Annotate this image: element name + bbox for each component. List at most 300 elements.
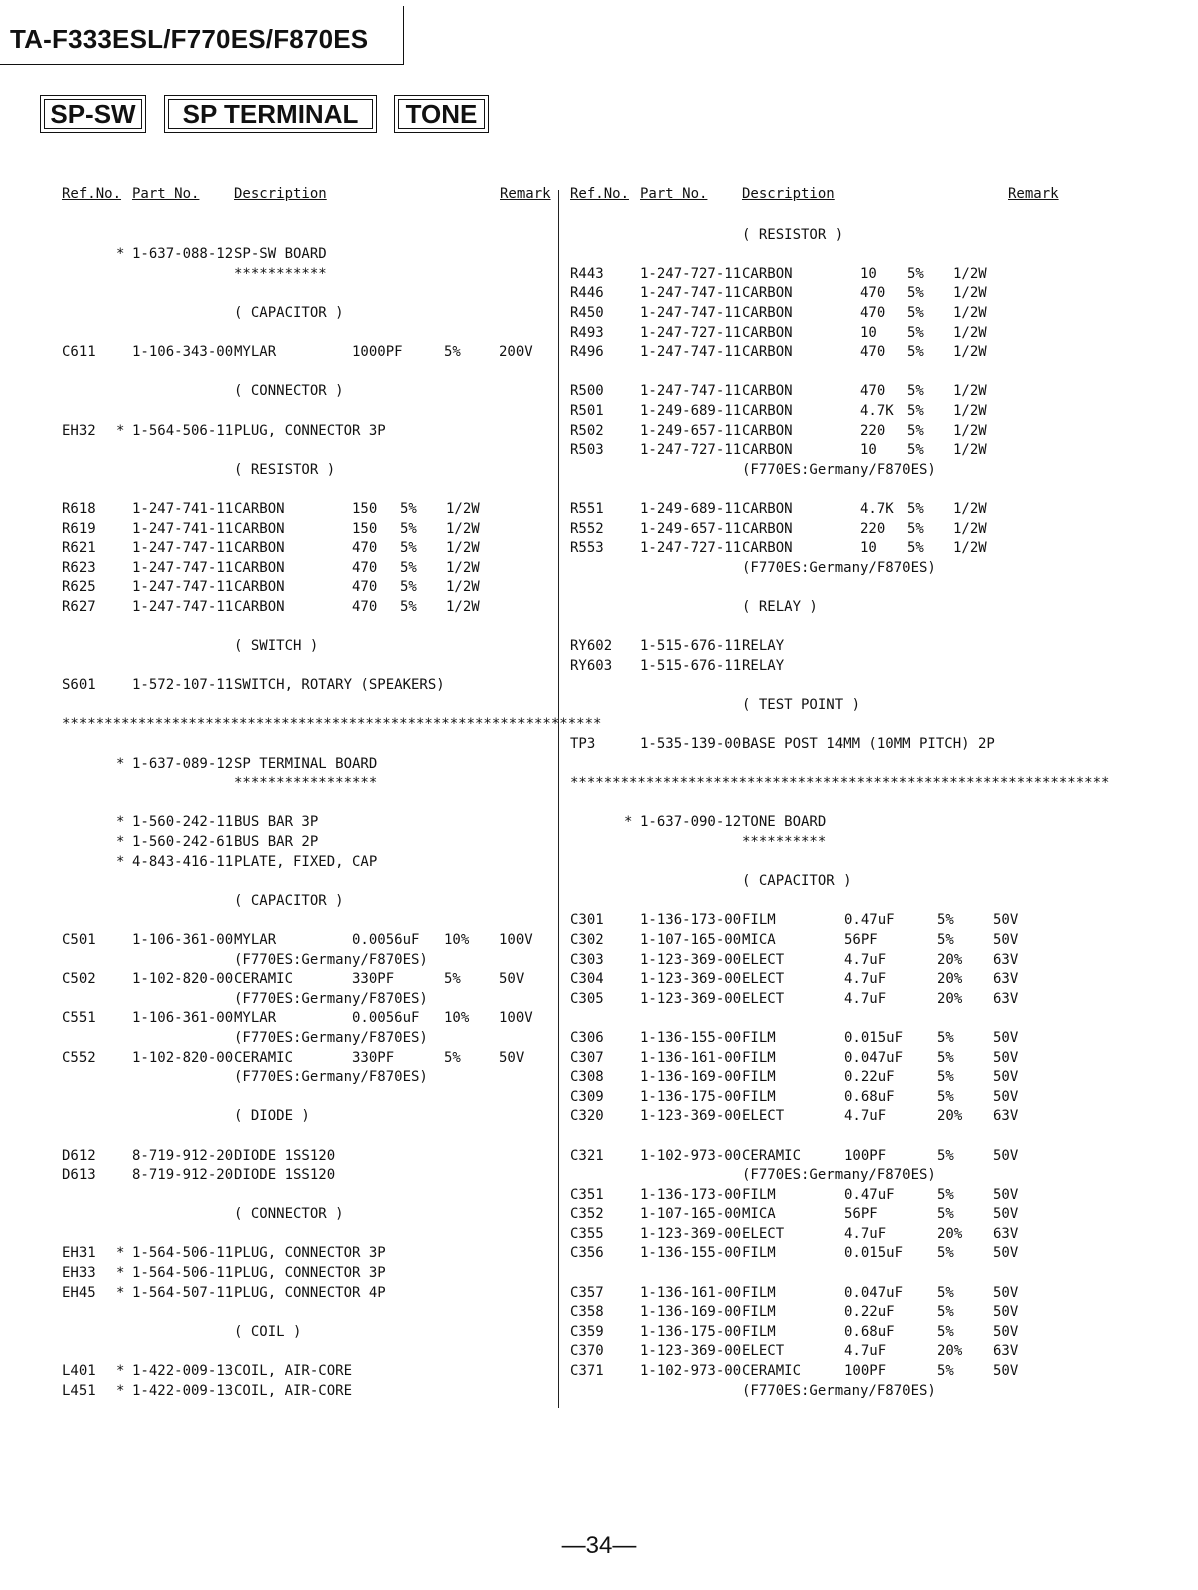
value: 0.47uF [844, 912, 895, 929]
ref-no: R450 [570, 304, 604, 321]
description: PLUG, CONNECTOR 4P [234, 1284, 386, 1301]
ref-no: R501 [570, 402, 604, 419]
value: 4.7uF [844, 971, 887, 988]
tolerance: 5% [937, 1284, 954, 1301]
tolerance: 20% [937, 1343, 963, 1360]
rating: 1/2W [953, 383, 987, 400]
ref-no: S601 [62, 677, 96, 694]
tolerance: 5% [937, 912, 954, 929]
section-tag-tone: TONE [394, 95, 489, 133]
rating: 50V [993, 1049, 1019, 1066]
value: 4.7K [860, 500, 894, 517]
part-row [570, 1088, 1060, 1108]
parts-rows-right [570, 206, 1110, 1401]
tolerance: 5% [937, 1323, 954, 1340]
description: COIL, AIR-CORE [234, 1363, 353, 1380]
blank-row [570, 245, 1060, 265]
safety-mark: * [116, 1265, 125, 1282]
rating: 1/2W [446, 559, 480, 576]
ref-no: C358 [570, 1304, 604, 1321]
description: FILM [742, 1029, 776, 1046]
description: (F770ES:Germany/F870ES) [234, 990, 428, 1007]
safety-mark: * [116, 1284, 125, 1301]
part-row [570, 441, 1060, 461]
category-heading [62, 892, 552, 912]
part-no: 1-564-506-11 [132, 1245, 234, 1262]
description: ( CAPACITOR ) [234, 304, 344, 321]
note-row [62, 774, 552, 794]
ref-no: C307 [570, 1049, 604, 1066]
description: ( RESISTOR ) [742, 226, 844, 243]
description: ( RELAY ) [742, 598, 818, 615]
ref-no: R623 [62, 559, 96, 576]
blank-row [570, 715, 1060, 735]
tolerance: 5% [907, 265, 924, 282]
category-heading [62, 382, 552, 402]
description: MYLAR [234, 1010, 277, 1027]
ref-no: R493 [570, 324, 604, 341]
description: SP-SW BOARD [234, 246, 327, 263]
ref-no: C356 [570, 1245, 604, 1262]
rating: 50V [993, 1363, 1019, 1380]
description: CARBON [742, 520, 793, 537]
blank-row [62, 872, 552, 892]
description: CARBON [742, 285, 793, 302]
title-rule-vertical [403, 6, 404, 65]
ref-no: EH45 [62, 1284, 96, 1301]
safety-mark: * [116, 755, 125, 772]
description: ( SWITCH ) [234, 638, 319, 655]
description: ********** [742, 834, 827, 850]
part-row [62, 500, 552, 520]
safety-mark: * [116, 853, 125, 870]
title-rule-horizontal [0, 64, 404, 65]
description: (F770ES:Germany/F870ES) [742, 1167, 936, 1184]
tolerance: 5% [907, 500, 924, 517]
description: CARBON [234, 559, 285, 576]
blank-row [62, 1088, 552, 1108]
section-tag-sp-terminal: SP TERMINAL [164, 95, 377, 133]
part-row [62, 245, 552, 265]
value: 4.7uF [844, 1225, 887, 1242]
section-tag-sp-sw: SP-SW [40, 95, 146, 133]
ref-no: R446 [570, 285, 604, 302]
separator-stars: **************************************************************** [62, 716, 602, 733]
part-row [62, 1049, 552, 1069]
part-no: 1-136-173-00 [640, 912, 742, 929]
ref-no: R621 [62, 540, 96, 557]
part-row [62, 1244, 552, 1264]
value: 0.015uF [844, 1245, 904, 1262]
tolerance: 5% [937, 1049, 954, 1066]
ref-no: D612 [62, 1147, 96, 1164]
part-row [62, 1264, 552, 1284]
description: ***************** [234, 775, 378, 792]
description: FILM [742, 1284, 776, 1301]
rating: 50V [993, 1186, 1019, 1203]
safety-mark: * [116, 1245, 125, 1262]
ref-no: C551 [62, 1010, 96, 1027]
part-no: 1-123-369-00 [640, 1343, 742, 1360]
part-no: 1-136-175-00 [640, 1088, 742, 1105]
column-header-left [62, 186, 552, 206]
rating: 50V [993, 1206, 1019, 1223]
value: 0.47uF [844, 1186, 895, 1203]
part-no: 1-564-507-11 [132, 1284, 234, 1301]
ref-no: C302 [570, 931, 604, 948]
value: 470 [352, 579, 378, 596]
part-row [570, 343, 1060, 363]
ref-no: R551 [570, 500, 604, 517]
description: PLUG, CONNECTOR 3P [234, 1245, 386, 1262]
value: 100PF [844, 1363, 887, 1380]
rating: 1/2W [446, 500, 480, 517]
ref-no: C359 [570, 1323, 604, 1340]
blank-row [570, 1009, 1060, 1029]
tolerance: 5% [400, 500, 417, 517]
description: BASE POST 14MM (10MM PITCH) 2P [742, 736, 995, 753]
ref-no: L401 [62, 1363, 96, 1380]
part-no: 1-123-369-00 [640, 951, 742, 968]
part-no: 1-247-747-11 [640, 285, 742, 302]
tolerance: 10% [444, 1010, 470, 1027]
part-row [570, 1323, 1060, 1343]
header-ref: Ref.No. [570, 186, 630, 202]
tolerance: 5% [937, 931, 954, 948]
part-no: 1-249-657-11 [640, 422, 742, 439]
tolerance: 5% [907, 422, 924, 439]
ref-no: C309 [570, 1088, 604, 1105]
blank-row [570, 480, 1060, 500]
note-row [62, 1068, 552, 1088]
blank-row [62, 735, 552, 755]
part-row [570, 1068, 1060, 1088]
ref-no: C352 [570, 1206, 604, 1223]
value: 56PF [844, 1206, 878, 1223]
column-divider [558, 190, 559, 1408]
description: ELECT [742, 1225, 785, 1242]
description: FILM [742, 1069, 776, 1086]
blank-row [62, 480, 552, 500]
part-no: 1-515-676-11 [640, 638, 742, 655]
part-row [62, 1382, 552, 1402]
part-no: 1-106-343-00 [132, 344, 234, 361]
part-no: 1-136-169-00 [640, 1069, 742, 1086]
part-no: 1-136-169-00 [640, 1304, 742, 1321]
value: 4.7K [860, 402, 894, 419]
part-row [570, 1284, 1060, 1304]
note-row [62, 265, 552, 285]
blank-row [570, 1127, 1060, 1147]
blank-row [570, 892, 1060, 912]
part-no: 1-560-242-61 [132, 834, 234, 850]
blank-row [62, 206, 552, 226]
part-row [570, 422, 1060, 442]
part-row [62, 1166, 552, 1186]
rating: 50V [993, 931, 1019, 948]
safety-mark: * [116, 246, 125, 263]
description: ( CAPACITOR ) [742, 873, 852, 890]
tolerance: 20% [937, 971, 963, 988]
part-no: 1-247-747-11 [132, 559, 234, 576]
value: 330PF [352, 971, 395, 988]
category-heading [62, 461, 552, 481]
part-row [570, 520, 1060, 540]
tolerance: 5% [444, 971, 461, 988]
value: 1000PF [352, 344, 403, 361]
separator-line [62, 715, 602, 735]
part-row [570, 990, 1060, 1010]
description: ELECT [742, 990, 785, 1007]
description: DIODE 1SS120 [234, 1147, 336, 1164]
blank-row [570, 206, 1060, 226]
part-no: 1-247-747-11 [132, 579, 234, 596]
value: 0.22uF [844, 1069, 895, 1086]
value: 56PF [844, 931, 878, 948]
rating: 63V [993, 951, 1019, 968]
part-row [62, 833, 552, 853]
blank-row [570, 617, 1060, 637]
category-heading [570, 872, 1060, 892]
part-row [570, 1205, 1060, 1225]
rating: 50V [499, 1049, 525, 1066]
description: FILM [742, 1186, 776, 1203]
ref-no: C502 [62, 971, 96, 988]
rating: 50V [993, 1304, 1019, 1321]
rating: 1/2W [953, 422, 987, 439]
blank-row [62, 324, 552, 344]
ref-no: R443 [570, 265, 604, 282]
rating: 1/2W [446, 598, 480, 615]
rating: 50V [993, 1323, 1019, 1340]
safety-mark: * [116, 834, 125, 850]
ref-no: C611 [62, 344, 96, 361]
description: BUS BAR 3P [234, 814, 319, 831]
ref-no: R627 [62, 598, 96, 615]
part-no: 1-637-088-12 [132, 246, 234, 263]
ref-no: C303 [570, 951, 604, 968]
safety-mark: * [624, 814, 633, 831]
value: 10 [860, 324, 877, 341]
tolerance: 5% [907, 304, 924, 321]
category-heading [62, 637, 552, 657]
safety-mark: * [116, 1363, 125, 1380]
ref-no: C501 [62, 931, 96, 948]
tolerance: 5% [400, 559, 417, 576]
blank-row [62, 794, 552, 814]
value: 470 [860, 344, 886, 361]
note-row [570, 1382, 1060, 1402]
rating: 63V [993, 990, 1019, 1007]
description: CARBON [742, 500, 793, 517]
description: (F770ES:Germany/F870ES) [234, 1029, 428, 1046]
rating: 1/2W [953, 500, 987, 517]
part-row [62, 559, 552, 579]
value: 0.68uF [844, 1323, 895, 1340]
tolerance: 5% [400, 598, 417, 615]
part-row [570, 1244, 1060, 1264]
description: RELAY [742, 638, 785, 655]
description: SP TERMINAL BOARD [234, 755, 378, 772]
blank-row [570, 794, 1060, 814]
description: ( CONNECTOR ) [234, 383, 344, 400]
part-row [570, 1029, 1060, 1049]
value: 470 [352, 598, 378, 615]
description: CARBON [234, 500, 285, 517]
blank-row [62, 441, 552, 461]
part-row [570, 1049, 1060, 1069]
description: FILM [742, 1049, 776, 1066]
tolerance: 20% [937, 951, 963, 968]
description: TONE BOARD [742, 814, 827, 831]
ref-no: EH32 [62, 422, 96, 439]
part-row [62, 676, 552, 696]
ref-no: R503 [570, 442, 604, 459]
tolerance: 5% [937, 1088, 954, 1105]
rating: 1/2W [953, 285, 987, 302]
part-row [62, 578, 552, 598]
blank-row [62, 1225, 552, 1245]
part-no: 1-107-165-00 [640, 931, 742, 948]
part-no: 1-136-173-00 [640, 1186, 742, 1203]
part-row [570, 813, 1060, 833]
ref-no: C351 [570, 1186, 604, 1203]
value: 330PF [352, 1049, 395, 1066]
safety-mark: * [116, 1382, 125, 1399]
value: 4.7uF [844, 1108, 887, 1125]
part-no: 1-535-139-00 [640, 736, 742, 753]
part-no: 1-136-175-00 [640, 1323, 742, 1340]
part-no: 1-136-155-00 [640, 1029, 742, 1046]
part-no: 1-422-009-13 [132, 1382, 234, 1399]
tolerance: 5% [400, 540, 417, 557]
rating: 1/2W [953, 324, 987, 341]
part-row [570, 1186, 1060, 1206]
part-row [570, 735, 1060, 755]
value: 0.047uF [844, 1049, 904, 1066]
value: 150 [352, 520, 378, 537]
ref-no: R552 [570, 520, 604, 537]
ref-no: C304 [570, 971, 604, 988]
rating: 50V [993, 1029, 1019, 1046]
rating: 50V [993, 1284, 1019, 1301]
tolerance: 5% [907, 402, 924, 419]
ref-no: L451 [62, 1382, 96, 1399]
part-row [570, 1225, 1060, 1245]
tolerance: 20% [937, 1225, 963, 1242]
part-no: 1-102-820-00 [132, 971, 234, 988]
part-no: 8-719-912-20 [132, 1167, 234, 1184]
part-no: 1-123-369-00 [640, 990, 742, 1007]
part-no: 1-249-657-11 [640, 520, 742, 537]
part-no: 1-422-009-13 [132, 1363, 234, 1380]
value: 470 [860, 304, 886, 321]
part-row [570, 304, 1060, 324]
part-row [570, 1147, 1060, 1167]
value: 0.22uF [844, 1304, 895, 1321]
part-no: 1-247-741-11 [132, 520, 234, 537]
tolerance: 5% [907, 442, 924, 459]
value: 0.015uF [844, 1029, 904, 1046]
rating: 1/2W [446, 520, 480, 537]
ref-no: R553 [570, 540, 604, 557]
tolerance: 5% [937, 1147, 954, 1164]
blank-row [62, 1342, 552, 1362]
ref-no: C306 [570, 1029, 604, 1046]
part-row [62, 1147, 552, 1167]
part-row [62, 539, 552, 559]
part-row [62, 343, 552, 363]
blank-row [62, 363, 552, 383]
value: 4.7uF [844, 990, 887, 1007]
note-row [570, 1166, 1060, 1186]
description: CERAMIC [234, 1049, 294, 1066]
part-no: 1-136-155-00 [640, 1245, 742, 1262]
tolerance: 5% [907, 540, 924, 557]
part-no: 1-637-090-12 [640, 814, 742, 831]
tolerance: 5% [907, 324, 924, 341]
description: CARBON [742, 442, 793, 459]
part-row [62, 970, 552, 990]
tolerance: 5% [937, 1304, 954, 1321]
part-no: 1-106-361-00 [132, 931, 234, 948]
tolerance: 5% [444, 1049, 461, 1066]
tolerance: 5% [400, 520, 417, 537]
description: FILM [742, 1088, 776, 1105]
note-row [62, 990, 552, 1010]
part-no: 1-249-689-11 [640, 402, 742, 419]
rating: 100V [499, 1010, 533, 1027]
ref-no: C308 [570, 1069, 604, 1086]
page-number: —34— [561, 1532, 637, 1559]
rating: 50V [993, 1147, 1019, 1164]
category-heading [62, 1323, 552, 1343]
part-no: 1-247-727-11 [640, 265, 742, 282]
description: ELECT [742, 951, 785, 968]
header-remark: Remark [500, 186, 551, 202]
value: 100PF [844, 1147, 887, 1164]
description: CERAMIC [234, 971, 294, 988]
part-no: 1-637-089-12 [132, 755, 234, 772]
model-title: TA-F333ESL/F770ES/F870ES [10, 24, 369, 54]
value: 0.047uF [844, 1284, 904, 1301]
ref-no: R618 [62, 500, 96, 517]
ref-no: R502 [570, 422, 604, 439]
ref-no: R496 [570, 344, 604, 361]
separator-stars: **************************************************************** [570, 775, 1110, 792]
blank-row [62, 617, 552, 637]
blank-row [62, 1303, 552, 1323]
part-no: 1-123-369-00 [640, 1225, 742, 1242]
description: (F770ES:Germany/F870ES) [234, 1069, 428, 1086]
tolerance: 5% [937, 1206, 954, 1223]
description: FILM [742, 912, 776, 929]
description: ( TEST POINT ) [742, 696, 861, 713]
part-no: 1-247-747-11 [640, 344, 742, 361]
description: CARBON [742, 383, 793, 400]
ref-no: RY603 [570, 657, 613, 674]
description: FILM [742, 1304, 776, 1321]
value: 150 [352, 500, 378, 517]
part-no: 1-123-369-00 [640, 1108, 742, 1125]
part-no: 8-719-912-20 [132, 1147, 234, 1164]
ref-no: C305 [570, 990, 604, 1007]
description: *********** [234, 265, 327, 282]
blank-row [570, 676, 1060, 696]
description: (F770ES:Germany/F870ES) [742, 461, 936, 478]
description: CARBON [234, 540, 285, 557]
ref-no: C301 [570, 912, 604, 929]
